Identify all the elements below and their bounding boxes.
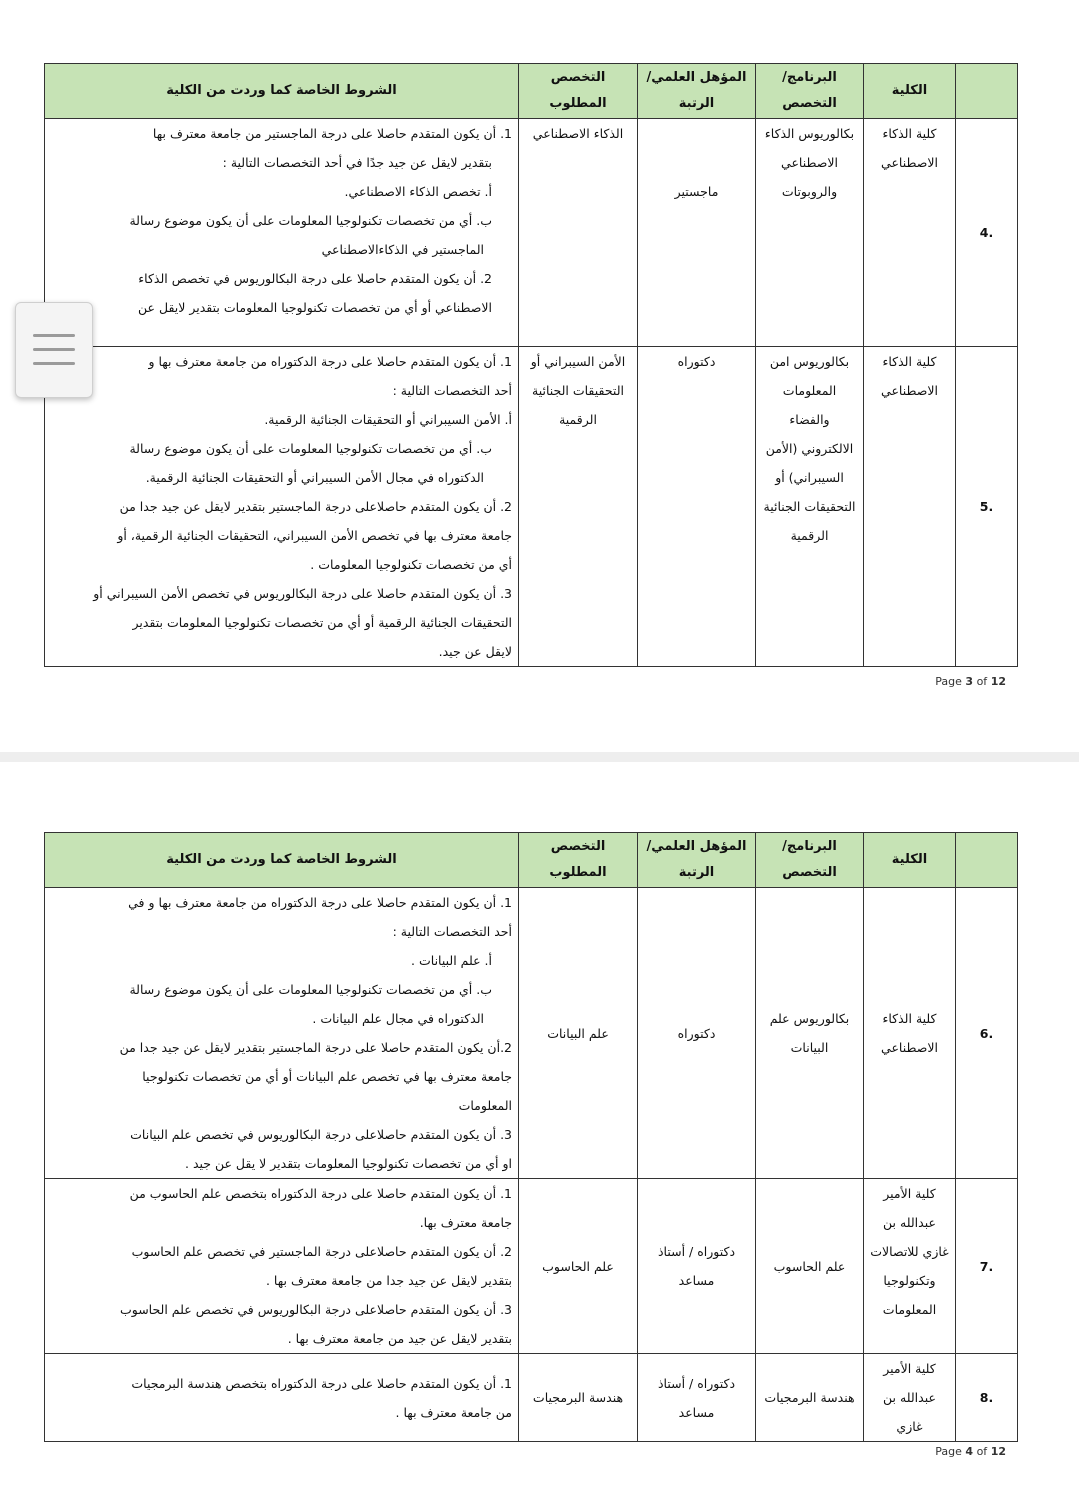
- row-conditions: [45, 1354, 519, 1442]
- condition-line: بتقدير لايقل عن جيد جدًا في أحد التخصصات التالية :: [222, 155, 492, 170]
- condition-line: او أي من تخصصات تكنولوجيا المعلومات بتقدير لا يقل عن جيد .: [185, 1156, 512, 1171]
- header-college: الكلية: [864, 64, 956, 119]
- menu-icon-bar: [33, 362, 75, 365]
- row-number: .7: [956, 1179, 1018, 1354]
- condition-line: 2. أن يكون المتقدم حاصلا على درجة البكالوريوس في تخصص الذكاء: [138, 271, 492, 286]
- table-row: [45, 347, 1018, 667]
- condition-line: 3. أن يكون المتقدم حاصلا على درجة البكالوريوس في تخصص الأمن السيبراني أو: [93, 586, 512, 601]
- header-number: [956, 64, 1018, 119]
- header-conditions: الشروط الخاصة كما وردت من الكلية: [45, 833, 519, 888]
- condition-line: 1. أن يكون المتقدم حاصلا على درجة الدكتوراه بتخصص علم الحاسوب من: [129, 1186, 512, 1201]
- condition-line: 2.أن يكون المتقدم حاصلا على درجة الماجستير بتقدير لايقل عن جيد جدا من: [119, 1040, 512, 1055]
- table-header-row: [45, 64, 1018, 119]
- condition-line: الدكتوراه في مجال علم البيانات .: [312, 1011, 484, 1026]
- page-number: Page 3 of 12: [935, 675, 1006, 688]
- row-program: هندسة البرمجيات: [756, 1354, 864, 1442]
- condition-line: أي من تخصصات تكنولوجيا المعلومات .: [310, 557, 512, 572]
- row-number: .6: [956, 888, 1018, 1179]
- row-qualification: دكتوراه / أستاذ مساعد: [638, 1179, 756, 1354]
- row-conditions: [45, 1179, 519, 1354]
- document-page-3: [0, 0, 1079, 752]
- row-qualification: دكتوراه: [638, 347, 756, 667]
- condition-line: جامعة معترف بها في تخصص علم البيانات أو أي من تخصصات تكنولوجيا: [142, 1069, 512, 1084]
- condition-line: من جامعة معترف بها .: [395, 1404, 512, 1420]
- table-row: [45, 119, 1018, 347]
- row-qualification: [638, 119, 756, 347]
- condition-line: أ. الأمن السيبراني أو التحقيقات الجنائية الرقمية.: [264, 412, 512, 427]
- hamburger-menu-button[interactable]: [15, 302, 93, 398]
- condition-line: جامعة معترف بها في تخصص الأمن السيبراني، التحقيقات الجنائية الرقمية، أو: [117, 528, 512, 543]
- menu-icon-bar: [33, 334, 75, 337]
- condition-line: 3. أن يكون المتقدم حاصلاعلى درجة البكالوريوس في تخصص علم البيانات: [130, 1127, 512, 1142]
- row-program: بكالوريوس الذكاء الاصطناعي والروبوتات: [756, 119, 864, 347]
- row-specialization: علم البيانات: [519, 888, 638, 1179]
- condition-line: الاصطناعي أو أي من تخصصات تكنولوجيا المعلومات بتقدير لايقل عن: [138, 300, 492, 315]
- condition-line: بتقدير لايقل عن جيد من جامعة معترف بها .: [287, 1331, 512, 1346]
- table-header-row: [45, 833, 1018, 888]
- header-conditions: الشروط الخاصة كما وردت من الكلية: [45, 64, 519, 119]
- condition-line: 2. أن يكون المتقدم حاصلاعلى درجة الماجستير بتقدير لايقل عن جيد جدا من: [119, 499, 512, 514]
- condition-line: 1. أن يكون المتقدم حاصلا على درجة الدكتوراه من جامعة معترف بها و: [148, 354, 512, 369]
- header-qualification: المؤهل العلمي/الرتبة: [638, 64, 756, 119]
- row-number: .8: [956, 1354, 1018, 1442]
- header-number: [956, 833, 1018, 888]
- row-conditions: [45, 888, 519, 1179]
- condition-line: 2. أن يكون المتقدم حاصلاعلى درجة الماجستير في تخصص علم الحاسوب: [131, 1244, 512, 1259]
- row-program: علم الحاسوب: [756, 1179, 864, 1354]
- row-program: بكالوريوس امن المعلومات والفضاء الالكتروني (الأمن السيبراني) أو التحقيقات الجنائية الرقمية: [756, 347, 864, 667]
- condition-line: ب. أي من تخصصات تكنولوجيا المعلومات على أن يكون موضوع رسالة: [129, 441, 492, 456]
- condition-line: لايقل عن جيد.: [438, 644, 512, 659]
- row-specialization: الذكاء الاصطناعي: [519, 119, 638, 347]
- condition-line: 3. أن يكون المتقدم حاصلاعلى درجة البكالوريوس في تخصص علم الحاسوب: [119, 1302, 512, 1317]
- condition-line: أ. تخصص الذكاء الاصطناعي.: [344, 184, 492, 199]
- table-row: [45, 1179, 1018, 1354]
- row-college: كلية الأمير عبدالله بن غازي للاتصالات وتكنولوجيا المعلومات: [864, 1179, 956, 1354]
- condition-line: جامعة معترف بها.: [419, 1215, 512, 1230]
- header-college: الكلية: [864, 833, 956, 888]
- condition-line: ب. أي من تخصصات تكنولوجيا المعلومات على أن يكون موضوع رسالة: [129, 213, 492, 228]
- condition-line: المعلومات: [458, 1098, 512, 1113]
- condition-line: التحقيقات الجنائية الرقمية أو أي من تخصصات تكنولوجيا المعلومات بتقدير: [132, 615, 512, 630]
- condition-line: ب. أي من تخصصات تكنولوجيا المعلومات على أن يكون موضوع رسالة: [129, 982, 492, 997]
- row-specialization: هندسة البرمجيات: [519, 1354, 638, 1442]
- page-number: Page 4 of 12: [935, 1445, 1006, 1458]
- row-conditions: [45, 347, 519, 667]
- row-conditions: [45, 119, 519, 347]
- row-program: بكالوريوس علم البيانات: [756, 888, 864, 1179]
- header-qualification: المؤهل العلمي/الرتبة: [638, 833, 756, 888]
- condition-line: الماجستير في الذكاءالاصطناعي: [321, 242, 484, 257]
- condition-line: الدكتوراه في مجال الأمن السيبراني أو التحقيقات الجنائية الرقمية.: [145, 470, 484, 485]
- row-specialization: الأمن السيبراني أو التحقيقات الجنائية الرقمية: [519, 347, 638, 667]
- requirements-table-page-4: [44, 832, 1018, 1442]
- qualification-text: ماجستير: [674, 184, 719, 199]
- condition-line: 1. أن يكون المتقدم حاصلا على درجة الماجستير من جامعة معترف بها: [152, 126, 512, 141]
- row-college: كلية الذكاء الاصطناعي: [864, 888, 956, 1179]
- row-number: .4: [956, 119, 1018, 347]
- document-page-4: [0, 762, 1079, 1511]
- header-program: البرنامج/ التخصص: [756, 64, 864, 119]
- table-row: [45, 1354, 1018, 1442]
- menu-icon-bar: [33, 348, 75, 351]
- header-program: البرنامج/ التخصص: [756, 833, 864, 888]
- header-specialization: التخصص المطلوب: [519, 64, 638, 119]
- condition-line: أ. علم البيانات .: [411, 953, 492, 968]
- condition-line: 1. أن يكون المتقدم حاصلا على درجة الدكتوراه من جامعة معترف بها و في: [128, 895, 512, 910]
- condition-line: 1. أن يكون المتقدم حاصلا على درجة الدكتوراه بتخصص هندسة البرمجيات: [131, 1375, 512, 1391]
- header-specialization: التخصص المطلوب: [519, 833, 638, 888]
- row-college: كلية الذكاء الاصطناعي: [864, 119, 956, 347]
- condition-line: بتقدير لايقل عن جيد جدا من جامعة معترف بها .: [265, 1273, 512, 1288]
- row-college: كلية الذكاء الاصطناعي: [864, 347, 956, 667]
- condition-line: أحد التخصصات التالية :: [392, 924, 512, 939]
- table-row: [45, 888, 1018, 1179]
- requirements-table-page-3: [44, 63, 1018, 667]
- row-qualification: دكتوراه / أستاذ مساعد: [638, 1354, 756, 1442]
- row-specialization: علم الحاسوب: [519, 1179, 638, 1354]
- page-separator: [0, 752, 1079, 762]
- condition-line: أحد التخصصات التالية :: [392, 383, 512, 398]
- row-number: .5: [956, 347, 1018, 667]
- row-college: كلية الأمير عبدالله بن غازي: [864, 1354, 956, 1442]
- row-qualification: دكتوراه: [638, 888, 756, 1179]
